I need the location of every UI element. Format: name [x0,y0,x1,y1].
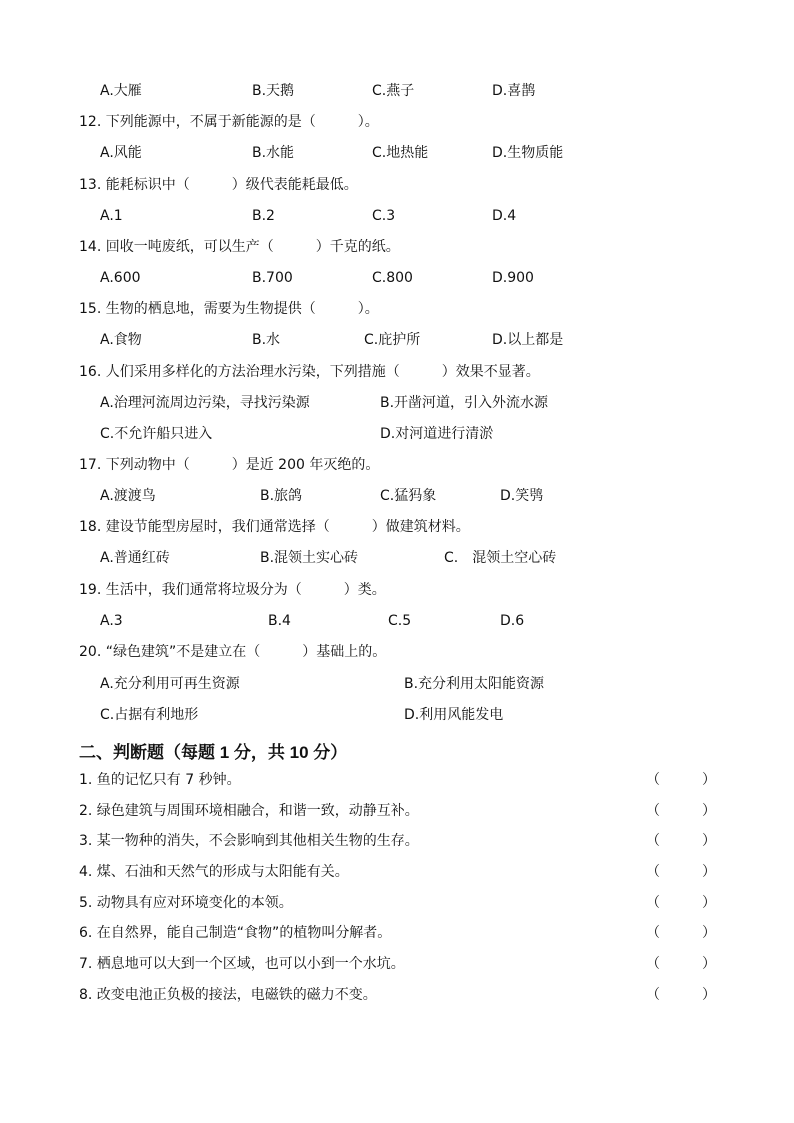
q17-option-a: A.渡渡鸟 [100,488,156,504]
q19-option-a: A.3 [100,613,123,629]
q14-option-b: B.700 [252,270,293,286]
q20-option-c: C.占据有利地形 [100,707,199,723]
tf-answer-blank-4[interactable]: （ ） [646,864,716,880]
q13-option-c: C.3 [372,208,396,224]
q16-option-b: B.开凿河道，引入外流水源 [380,395,549,411]
q15-option-b: B.水 [252,332,281,348]
q11-option-d: D.喜鹊 [492,83,536,99]
q14-option-d: D.900 [492,270,534,286]
tf-item-1: 1. 鱼的记忆只有 7 秒钟。 [79,772,241,788]
q14-option-a: A.600 [100,270,141,286]
q16-option-c: C.不允许船只进入 [100,426,213,442]
q19-text: 19. 生活中，我们通常将垃圾分为（ ）类。 [79,582,386,598]
section2-heading: 二、判断题（每题 1 分，共 10 分） [79,743,348,762]
tf-item-5: 5. 动物具有应对环境变化的本领。 [79,895,293,911]
q13-text: 13. 能耗标识中（ ）级代表能耗最低。 [79,177,358,193]
tf-answer-blank-2[interactable]: （ ） [646,803,716,819]
tf-item-7: 7. 栖息地可以大到一个区域，也可以小到一个水坑。 [79,956,405,972]
q13-option-b: B.2 [252,208,275,224]
q15-text: 15. 生物的栖息地，需要为生物提供（ ）。 [79,301,379,317]
q14-option-c: C.800 [372,270,413,286]
tf-answer-blank-1[interactable]: （ ） [646,772,716,788]
q15-option-a: A.食物 [100,332,142,348]
q12-option-d: D.生物质能 [492,145,564,161]
q19-option-c: C.5 [388,613,412,629]
q19-option-b: B.4 [268,613,291,629]
q20-option-d: D.利用风能发电 [404,707,504,723]
q12-text: 12. 下列能源中，不属于新能源的是（ ）。 [79,114,379,130]
q18-text: 18. 建设节能型房屋时，我们通常选择（ ）做建筑材料。 [79,519,470,535]
tf-item-8: 8. 改变电池正负极的接法，电磁铁的磁力不变。 [79,987,377,1003]
q14-text: 14. 回收一吨废纸，可以生产（ ）千克的纸。 [79,239,400,255]
q12-option-c: C.地热能 [372,145,429,161]
q16-option-d: D.对河道进行清淤 [380,426,494,442]
tf-answer-blank-3[interactable]: （ ） [646,833,716,849]
q18-option-a: A.普通红砖 [100,550,170,566]
q20-option-b: B.充分利用太阳能资源 [404,676,545,692]
q11-option-c: C.燕子 [372,83,415,99]
tf-answer-blank-5[interactable]: （ ） [646,895,716,911]
tf-item-3: 3. 某一物种的消失，不会影响到其他相关生物的生存。 [79,833,419,849]
q13-option-a: A.1 [100,208,123,224]
q11-option-a: A.大雁 [100,83,142,99]
tf-answer-blank-7[interactable]: （ ） [646,956,716,972]
q12-option-b: B.水能 [252,145,295,161]
q17-text: 17. 下列动物中（ ）是近 200 年灭绝的。 [79,457,380,473]
q20-option-a: A.充分利用可再生资源 [100,676,240,692]
tf-item-6: 6. 在自然界，能自己制造“食物”的植物叫分解者。 [79,925,392,941]
q18-option-c: C. 混领土空心砖 [444,550,557,566]
q17-option-b: B.旅鸽 [260,488,303,504]
q19-option-d: D.6 [500,613,525,629]
tf-item-2: 2. 绿色建筑与周围环境相融合，和谐一致，动静互补。 [79,803,419,819]
tf-item-4: 4. 煤、石油和天然气的形成与太阳能有关。 [79,864,349,880]
q15-option-d: D.以上都是 [492,332,564,348]
q13-option-d: D.4 [492,208,517,224]
q16-option-a: A.治理河流周边污染，寻找污染源 [100,395,310,411]
q15-option-c: C.庇护所 [364,332,421,348]
q20-text: 20. “绿色建筑”不是建立在（ ）基础上的。 [79,644,387,660]
q17-option-c: C.猛犸象 [380,488,437,504]
q12-option-a: A.风能 [100,145,142,161]
tf-answer-blank-8[interactable]: （ ） [646,987,716,1003]
q11-option-b: B.天鹅 [252,83,295,99]
q16-text: 16. 人们采用多样化的方法治理水污染，下列措施（ ）效果不显著。 [79,364,540,380]
q18-option-b: B.混领土实心砖 [260,550,359,566]
tf-answer-blank-6[interactable]: （ ） [646,925,716,941]
q17-option-d: D.笑鸮 [500,488,544,504]
